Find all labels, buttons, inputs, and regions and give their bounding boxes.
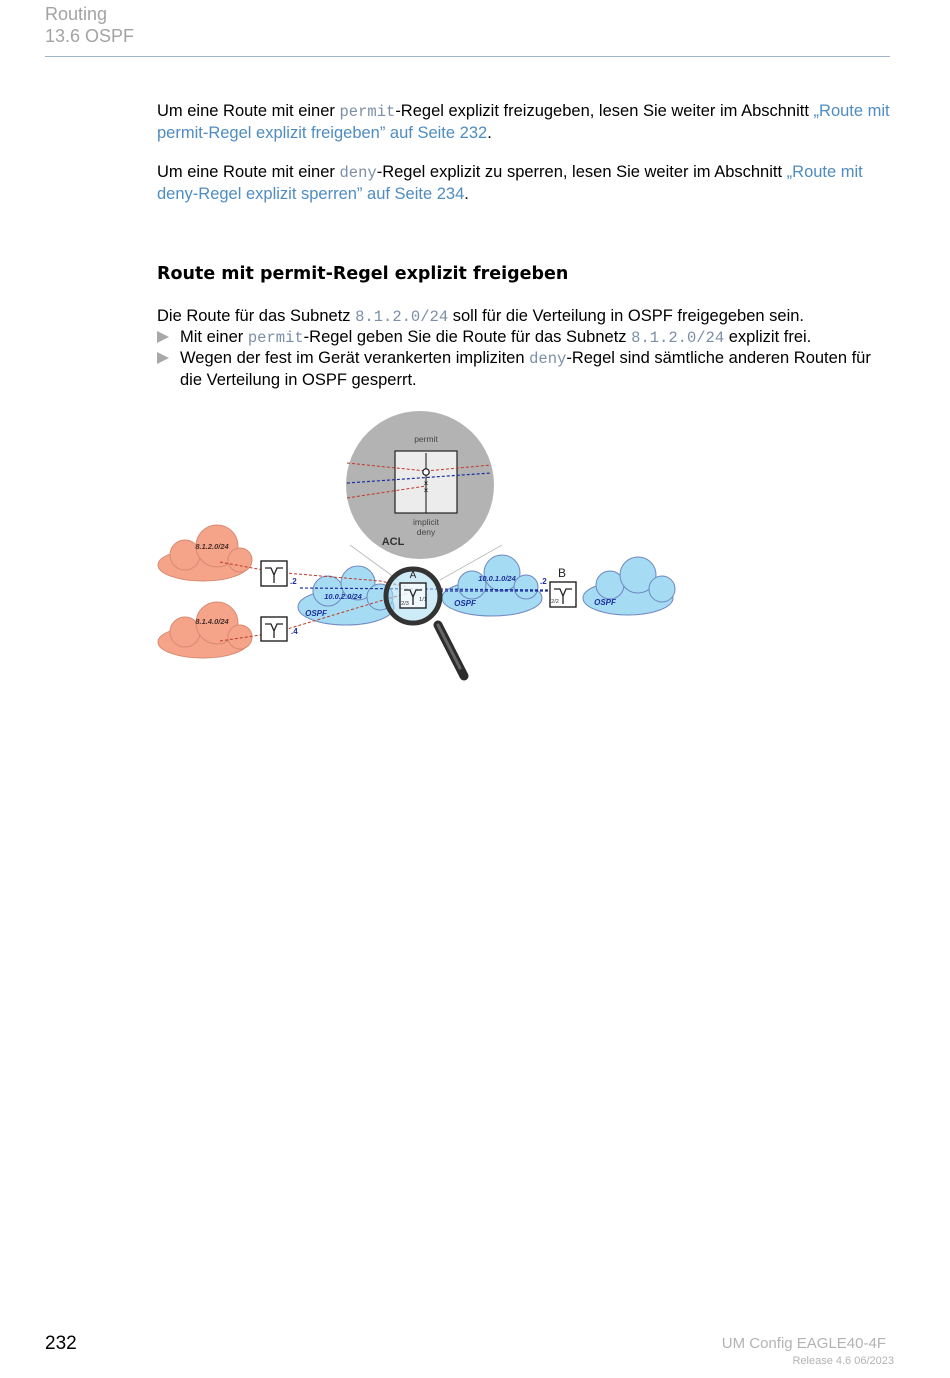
code-subnet: 8.1.2.0/24 [631,329,725,347]
section-heading: Route mit permit-Regel explizit freigeben [157,264,569,284]
ospf-label: OSPF [454,599,476,608]
acl-label: ACL [381,536,405,548]
text: Um eine Route mit einer [157,163,340,181]
host-label: .4 [291,627,298,636]
router-b-label: B [557,566,567,580]
code-subnet: 8.1.2.0/24 [355,308,449,326]
code-deny: deny [529,350,567,368]
intro-paragraph [157,306,897,328]
text: -Regel geben Sie die Route für das Subnetz [303,328,632,346]
port-label: 1/1 [419,597,427,603]
text: soll für die Verteilung in OSPF freigegeben sein. [448,307,805,325]
permit-rule-marker [423,469,429,475]
triangle-bullet-icon [157,352,169,364]
zoom-implicit-label: implicit [413,517,439,527]
footer-release: Release 4.6 06/2023 [792,1355,894,1367]
router-icon [261,561,287,586]
text: -Regel explizit zu sperren, lesen Sie weiter im Abschnitt [376,163,787,181]
header-divider [45,56,890,57]
cloud-8-1-4 [158,602,252,658]
zoom-deny-label: deny [416,527,436,537]
cloud-8-1-2 [158,525,252,581]
code-permit: permit [339,103,396,121]
text: Um eine Route mit einer [157,102,340,120]
router-icon [261,617,287,641]
paragraph-deny-reference [157,162,897,204]
port-label: 2/3 [401,601,409,607]
net-label-1002: 10.0.2.0/24 [324,592,362,601]
zoom-permit-label: permit [414,434,438,444]
router-a-label: A [409,570,417,581]
net-label-814: 8.1.4.0/24 [195,617,229,626]
ospf-acl-diagram [150,405,690,690]
text: explizit frei. [724,328,812,346]
code-deny: deny [339,164,377,182]
port-label: 2/2 [551,599,559,605]
page-number: 232 [45,1333,77,1354]
deny-rule-marker: × [423,486,429,495]
net-label-812: 8.1.2.0/24 [195,542,229,551]
text: . [464,184,469,203]
ospf-label: OSPF [594,598,616,607]
triangle-bullet-icon [157,331,169,343]
text: Wegen der fest im Gerät verankerten impliziten [180,349,530,367]
text: Mit einer [180,328,248,346]
header-chapter: Routing [45,4,108,24]
text: . [487,123,492,142]
header-section: 13.6 OSPF [45,26,135,46]
magnifier-handle-highlight [438,625,460,668]
paragraph-permit-reference [157,101,897,143]
host-label: .2 [290,577,297,586]
link-deny-section[interactable]: „Route mit deny-Regel explizit sperren” auf Seite 234 [157,163,863,203]
code-permit: permit [247,329,304,347]
net-label-1001: 10.0.1.0/24 [478,574,516,583]
text: Die Route für das Subnetz [157,307,356,325]
text: -Regel explizit freizugeben, lesen Sie weiter im Abschnitt [395,102,814,120]
link-permit-section[interactable]: „Route mit permit-Regel explizit freigeben” auf Seite 232 [157,102,890,142]
deny-rule-marker: × [423,479,429,488]
host-label: .2 [540,577,547,586]
footer-title: UM Config EAGLE40-4F [721,1335,886,1352]
ospf-label: OSPF [305,609,327,618]
text: -Regel sind sämtliche anderen Routen für die Verteilung in OSPF gesperrt. [180,349,871,389]
